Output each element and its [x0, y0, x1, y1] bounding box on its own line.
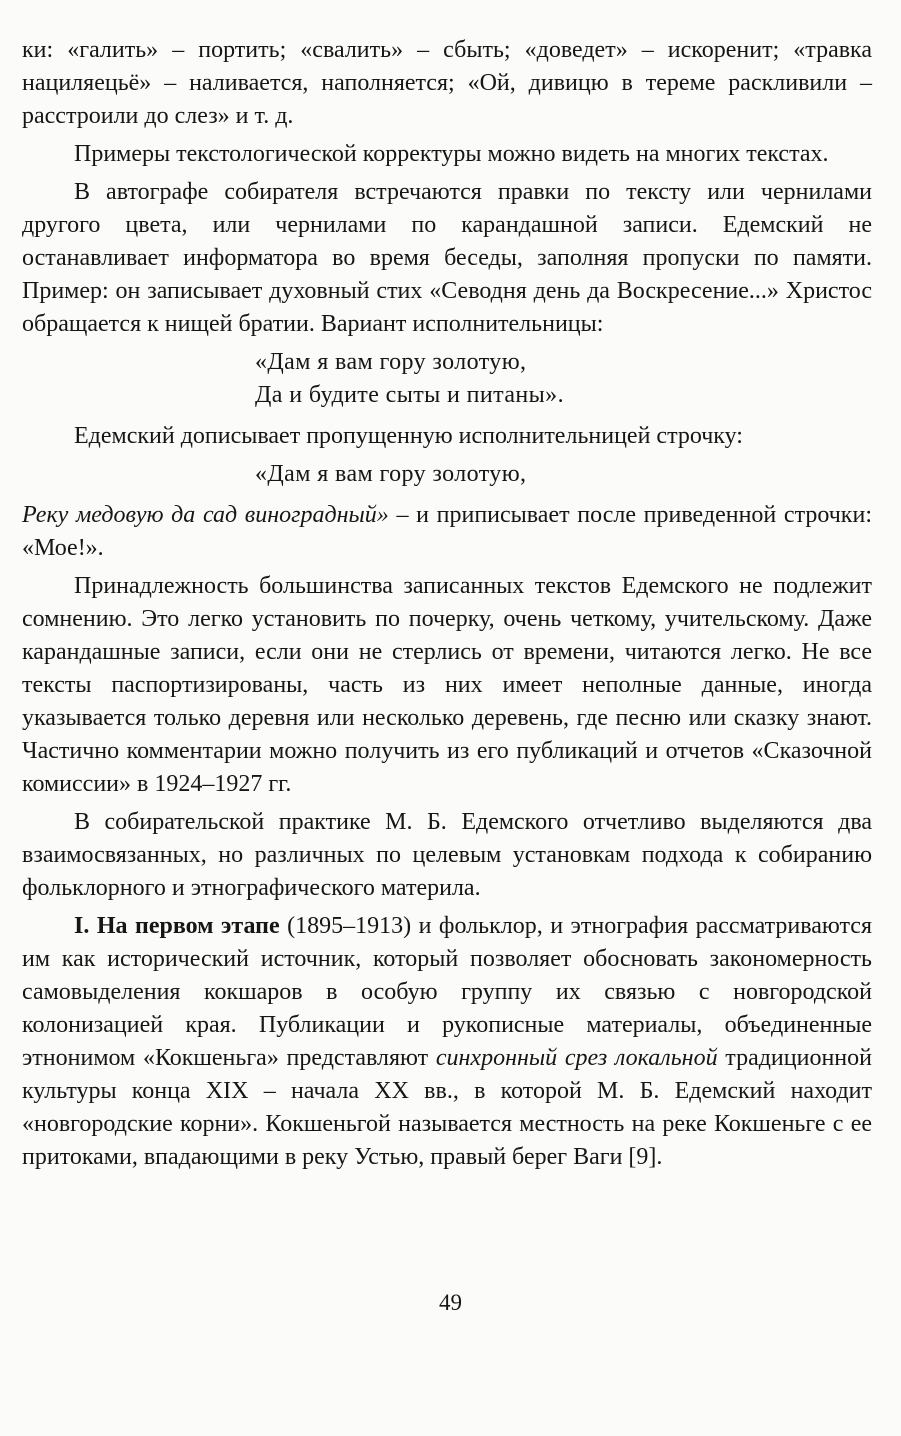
- verse-line: Да и будите сыты и питаны».: [255, 382, 564, 408]
- paragraph-collecting-practice: В собирательской практике М. Б. Едемского отчетливо выделяются два взаимосвязанных, но различных по целевым установкам подхода к собиранию фольклорного и этнографического материла.: [22, 809, 872, 901]
- verse-quote-2: [255, 458, 872, 491]
- paragraph-verse-continuation: [22, 499, 872, 565]
- paragraph-text: традиционной культуры конца XIX – начала XX вв., в которой М. Б. Едемский находит «новгородские корни». Кокшеньгой называется местность на реке Кокшеньге с ее притоками, впадающими в реку Устью, правый берег Ваги [9].: [22, 1045, 872, 1170]
- paragraph-autograph-edits: В автографе собирателя встречаются правки по тексту или чернилами другого цвета, или чернилами по карандашной записи. Едемский не останавливает информатора во время беседы, заполняя пропуски по памяти. Пример: он записывает духовный стих «Севодня день да Воскресение...» Христос обращается к нищей братии. Вариант исполнительницы:: [22, 179, 872, 337]
- page-number: 49: [439, 1290, 462, 1315]
- paragraph-text-corrections: Примеры текстологической корректуры можно видеть на многих текстах.: [74, 141, 829, 167]
- bold-heading: I. На первом этапе: [74, 913, 280, 939]
- paragraph-text: – и приписывает после приведенной строчки: «Мое!».: [22, 502, 872, 561]
- paragraph-first-stage: [22, 910, 872, 1174]
- paragraph-authorship: Принадлежность большинства записанных текстов Едемского не подлежит сомнению. Это легко установить по почерку, очень четкому, учительскому. Даже карандашные записи, если они не стерлись от времени, читаются легко. Не все тексты паспортизированы, часть из них имеет неполные данные, иногда указывается только деревня или несколько деревень, где песню или сказку знают. Частично комментарии можно получить из его публикаций и отчетов «Сказочной комиссии» в 1924–1927 гг.: [22, 573, 872, 797]
- paragraph-continued: ки: «галить» – портить; «свалить» – сбыть; «доведет» – искоренит; «травка нациляецьё» – наливается, наполняется; «Ой, дивицю в тереме раскливили – расстроили до слез» и т. д.: [22, 37, 872, 129]
- body-text: [22, 34, 872, 1179]
- italic-verse-line: Реку медовую да сад виноградный»: [22, 502, 389, 528]
- verse-quote-1: [255, 346, 872, 412]
- italic-phrase: синхронный срез локальной: [435, 1045, 718, 1071]
- paragraph-added-line: Едемский дописывает пропущенную исполнительницей строчку:: [74, 423, 743, 449]
- verse-line: «Дам я вам гору золотую,: [255, 461, 527, 487]
- paragraph-text: (1895–1913) и фольклор, и этнография рассматриваются им как исторический источник, который позволяет обосновать закономерность самовыделения кокшаров в особую группу их связью с новгородской колонизацией края. Публикации и рукописные материалы, объединенные этнонимом «Кокшеньга» представляют: [22, 913, 873, 1071]
- verse-line: «Дам я вам гору золотую,: [255, 349, 527, 375]
